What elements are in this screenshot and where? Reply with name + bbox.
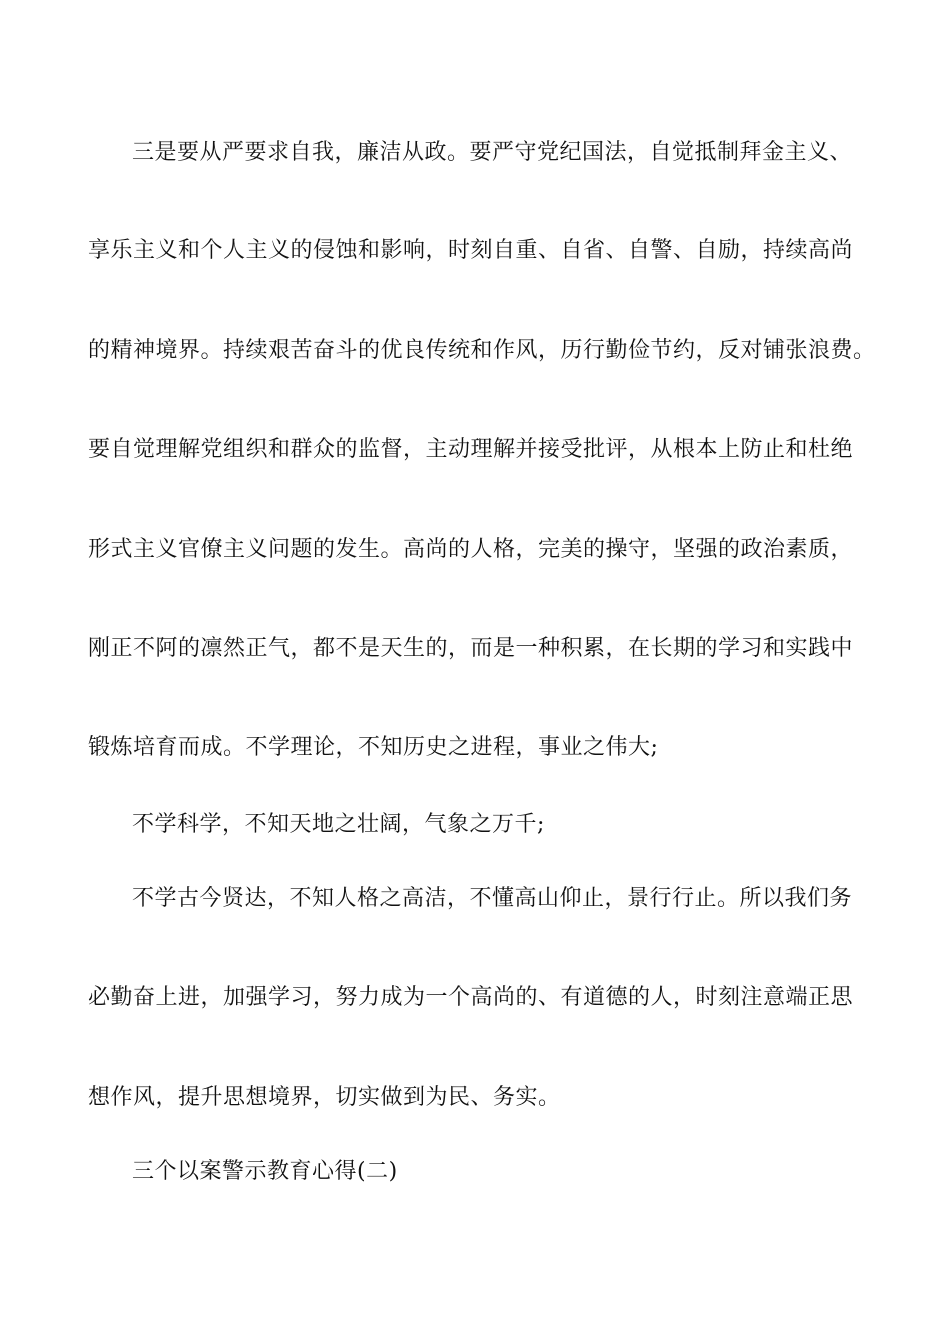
section-heading: 三个以案警示教育心得(二) (132, 1159, 398, 1184)
paragraph-line: 享乐主义和个人主义的侵蚀和影响，时刻自重、自省、自警、自励，持续高尚 (88, 238, 854, 263)
paragraph-line: 必勤奋上进，加强学习，努力成为一个高尚的、有道德的人，时刻注意端正思 (88, 985, 854, 1010)
paragraph-line: 想作风，提升思想境界，切实做到为民、务实。 (88, 1085, 561, 1110)
paragraph-line: 三是要从严要求自我，廉洁从政。要严守党纪国法，自觉抵制拜金主义、 (132, 140, 853, 165)
paragraph-line: 形式主义官僚主义问题的发生。高尚的人格，完美的操守，坚强的政治素质， (88, 537, 854, 562)
paragraph-line: 刚正不阿的凛然正气，都不是天生的，而是一种积累，在长期的学习和实践中 (88, 636, 854, 661)
paragraph-line: 不学科学，不知天地之壮阔，气象之万千; (132, 812, 545, 837)
paragraph-line: 不学古今贤达，不知人格之高洁，不懂高山仰止，景行行止。所以我们务 (132, 886, 853, 911)
paragraph-line: 的精神境界。持续艰苦奋斗的优良传统和作风，历行勤俭节约，反对铺张浪费。 (88, 338, 876, 363)
paragraph-line: 要自觉理解党组织和群众的监督，主动理解并接受批评，从根本上防止和杜绝 (88, 437, 854, 462)
paragraph-line: 锻炼培育而成。不学理论，不知历史之进程，事业之伟大; (88, 735, 659, 760)
